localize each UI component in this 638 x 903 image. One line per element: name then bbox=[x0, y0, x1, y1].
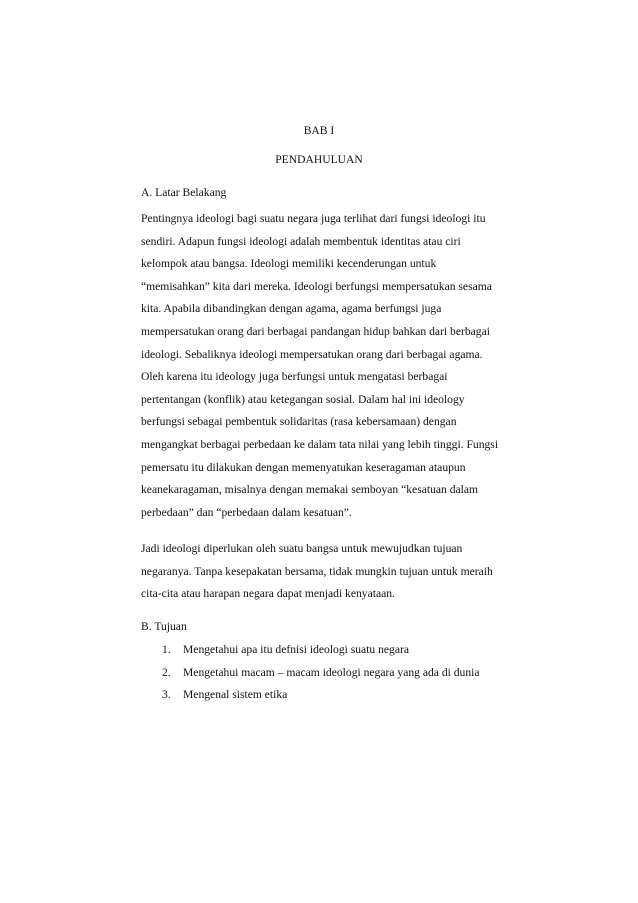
paragraph-latar-belakang bbox=[141, 208, 541, 524]
paragraph-line: kelompok atau bangsa. Ideologi memiliki kecenderungan untuk bbox=[141, 257, 437, 271]
chapter-label: BAB I bbox=[303, 124, 335, 137]
list-item bbox=[162, 684, 480, 707]
list-text: Mengetahui macam – macam ideologi negara yang ada di dunia bbox=[183, 665, 480, 679]
list-number: 3. bbox=[162, 688, 171, 702]
paragraph-line: cita-cita atau harapan negara dapat menjadi kenyataan. bbox=[141, 587, 395, 601]
list-number: 2. bbox=[162, 665, 171, 679]
chapter-title: PENDAHULUAN bbox=[275, 153, 363, 166]
list-number: 1. bbox=[162, 643, 171, 656]
paragraph-line: Oleh karena itu ideology juga berfungsi untuk mengatasi berbagai bbox=[141, 370, 448, 384]
list-item bbox=[162, 639, 480, 662]
paragraph-line: ideologi. Sebaliknya ideologi mempersatukan orang dari berbagai agama. bbox=[141, 347, 483, 361]
paragraph-line: “memisahkan” kita dari mereka. Ideologi berfungsi mempersatukan sesama bbox=[141, 279, 492, 293]
paragraph-line: sendiri. Adapun fungsi ideologi adalah membentuk identitas atau ciri bbox=[141, 234, 461, 248]
section-b-heading: B. Tujuan bbox=[141, 620, 187, 633]
objectives-list bbox=[162, 639, 480, 707]
list-item bbox=[162, 662, 480, 685]
section-a-heading: A. Latar Belakang bbox=[141, 186, 227, 199]
paragraph-line: negaranya. Tanpa kesepakatan bersama, tidak mungkin tujuan untuk meraih bbox=[141, 564, 493, 578]
paragraph-line: pemersatu itu dilakukan dengan memenyatukan keseragaman ataupun bbox=[141, 460, 466, 474]
paragraph-kesimpulan bbox=[141, 538, 541, 606]
paragraph-line: kita. Apabila dibandingkan dengan agama, agama berfungsi juga bbox=[141, 302, 442, 316]
paragraph-line: perbedaan” dan “perbedaan dalam kesatuan”. bbox=[141, 505, 352, 519]
paragraph-line: berfungsi sebagai pembentuk solidaritas (rasa kebersamaan) dengan bbox=[141, 415, 457, 429]
paragraph-line: Jadi ideologi diperlukan oleh suatu bangsa untuk mewujudkan tujuan bbox=[141, 542, 463, 555]
paragraph-line: pertentangan (konflik) atau ketegangan sosial. Dalam hal ini ideology bbox=[141, 392, 465, 406]
paragraph-line: Pentingnya ideologi bagi suatu negara juga terlihat dari fungsi ideologi itu bbox=[141, 212, 486, 225]
list-text: Mengetahui apa itu defnisi ideologi suatu negara bbox=[183, 643, 410, 656]
paragraph-line: mengangkat berbagai perbedaan ke dalam tata nilai yang lebih tinggi. Fungsi bbox=[141, 437, 499, 451]
paragraph-line: mempersatukan orang dari berbagai pandangan hidup bahkan dari berbagai bbox=[141, 324, 490, 338]
paragraph-line: keanekaragaman, misalnya dengan memakai semboyan “kesatuan dalam bbox=[141, 483, 479, 497]
list-text: Mengenal sistem etika bbox=[183, 688, 288, 702]
